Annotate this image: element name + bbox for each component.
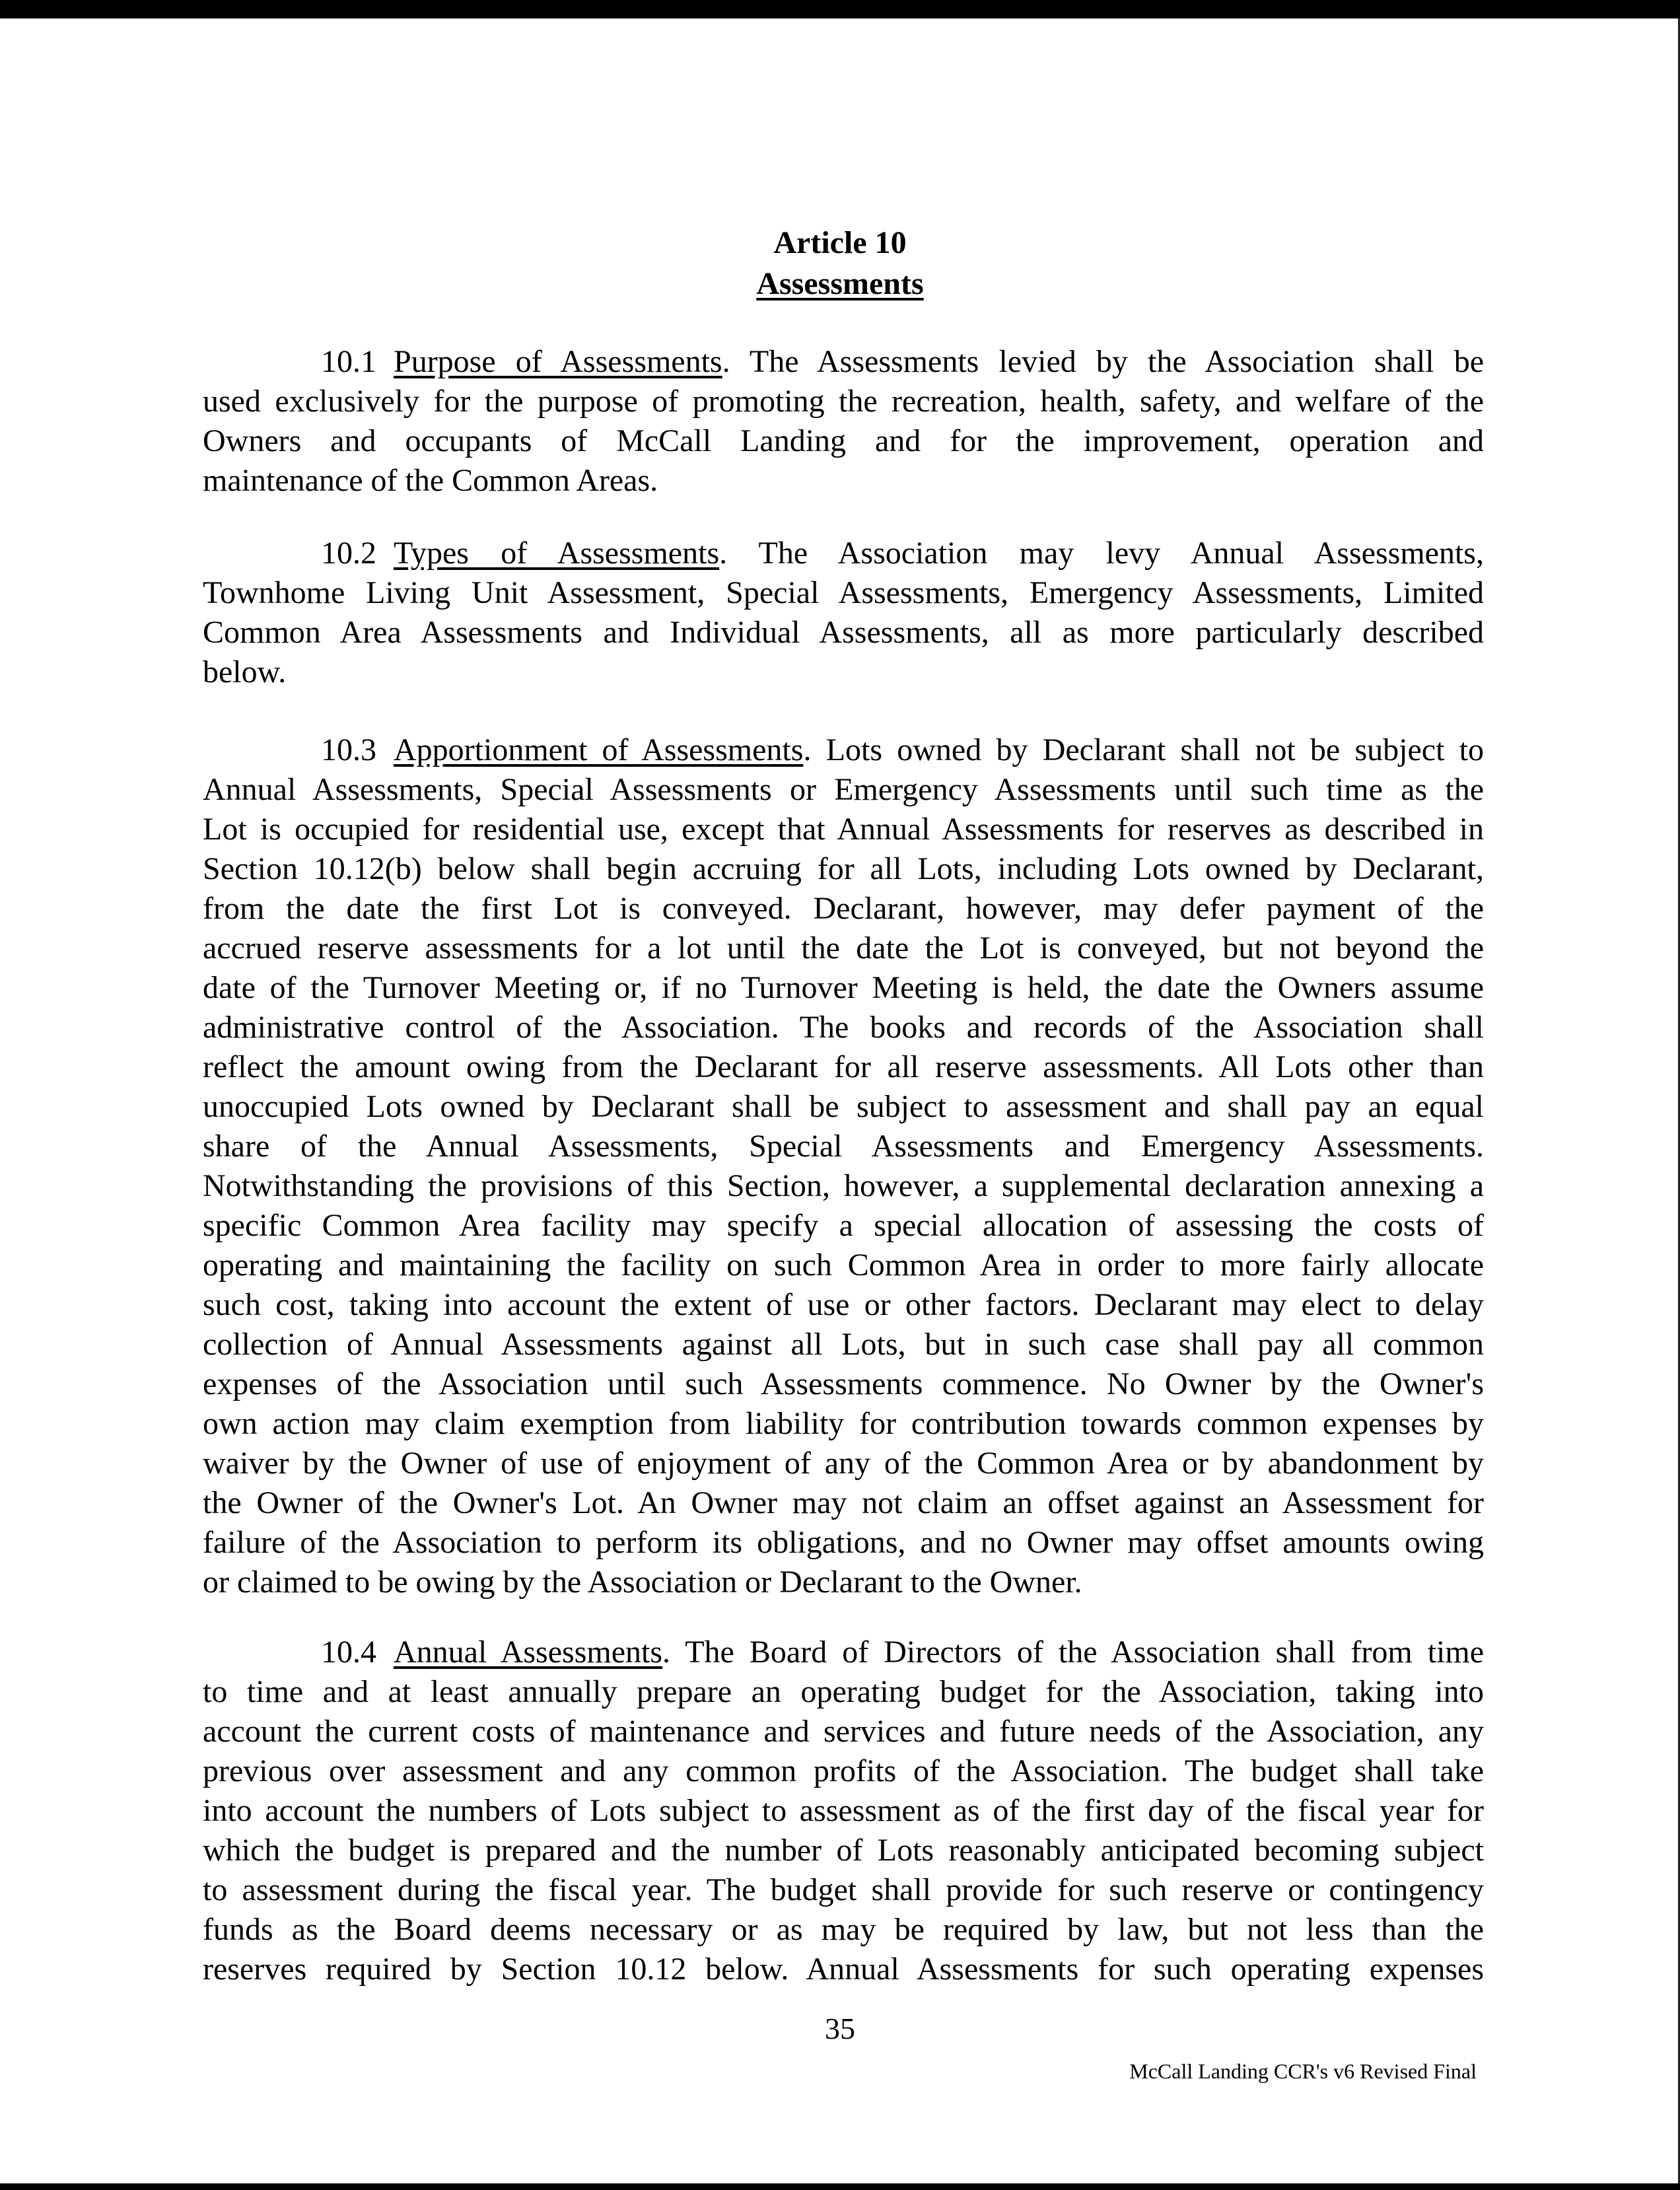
- paragraph-line: Townhome Living Unit Assessment, Special Assessments, Emergency Assessments, Limited: [203, 575, 1484, 610]
- paragraph-line: operating and maintaining the facility on such Common Area in order to more fairly allocate: [203, 1248, 1484, 1283]
- section-10-2: [203, 534, 1484, 692]
- paragraph-line: account the current costs of maintenance and services and future needs of the Association, any: [203, 1714, 1484, 1749]
- page-number: 35: [825, 2012, 855, 2045]
- paragraph-line: collection of Annual Assessments against all Lots, but in such case shall pay all common: [203, 1327, 1484, 1362]
- scan-border-top: [0, 0, 1680, 18]
- section-heading: Apportionment of Assessments: [394, 732, 804, 767]
- paragraph-line: Common Area Assessments and Individual Assessments, all as more particularly described: [203, 615, 1484, 650]
- paragraph-line: failure of the Association to perform its obligations, and no Owner may offset amounts owing: [203, 1525, 1484, 1560]
- paragraph-line: to time and at least annually prepare an operating budget for the Association, taking into: [203, 1674, 1484, 1709]
- paragraph-line: previous over assessment and any common profits of the Association. The budget shall take: [203, 1753, 1484, 1788]
- section-number: 10.3: [321, 732, 376, 767]
- section-text: . The Association may levy Annual Assessments,: [719, 536, 1484, 571]
- section-heading: Types of Assessments: [394, 536, 720, 571]
- section-text: . Lots owned by Declarant shall not be subject to: [803, 732, 1484, 767]
- paragraph-line: Annual Assessments, Special Assessments or Emergency Assessments until such time as the: [203, 772, 1484, 807]
- paragraph-line: funds as the Board deems necessary or as may be required by law, but not less than the: [203, 1912, 1484, 1947]
- section-number: 10.4: [321, 1635, 376, 1670]
- paragraph-line: [203, 1633, 1484, 1672]
- section-number: 10.1: [321, 344, 376, 379]
- paragraph-line: date of the Turnover Meeting or, if no Turnover Meeting is held, the date the Owners assume: [203, 970, 1484, 1005]
- paragraph-line: the Owner of the Owner's Lot. An Owner may not claim an offset against an Assessment for: [203, 1485, 1484, 1520]
- article-title: Article 10: [773, 225, 907, 260]
- paragraph-line: into account the numbers of Lots subject to assessment as of the first day of the fiscal year for: [203, 1793, 1484, 1828]
- paragraph-line: expenses of the Association until such Assessments commence. No Owner by the Owner's: [203, 1366, 1484, 1401]
- paragraph-line: or claimed to be owing by the Association or Declarant to the Owner.: [203, 1565, 1082, 1600]
- paragraph-line: unoccupied Lots owned by Declarant shall be subject to assessment and shall pay an equal: [203, 1089, 1484, 1124]
- section-heading: Purpose of Assessments: [394, 344, 722, 379]
- section-text: . The Assessments levied by the Association shall be: [722, 344, 1484, 379]
- paragraph-line: specific Common Area facility may specify a special allocation of assessing the costs of: [203, 1208, 1484, 1243]
- paragraph-line: own action may claim exemption from liability for contribution towards common expenses by: [203, 1406, 1484, 1441]
- paragraph-line: Owners and occupants of McCall Landing and for the improvement, operation and: [203, 423, 1484, 458]
- section-heading: Annual Assessments: [394, 1635, 663, 1670]
- footer-document-name: McCall Landing CCR's v6 Revised Final: [1129, 2059, 1477, 2083]
- paragraph-line: such cost, taking into account the extent of use or other factors. Declarant may elect to delay: [203, 1287, 1484, 1322]
- paragraph-line: Notwithstanding the provisions of this Section, however, a supplemental declaration annexing a: [203, 1168, 1484, 1203]
- paragraph-line: reflect the amount owing from the Declarant for all reserve assessments. All Lots other than: [203, 1049, 1484, 1084]
- section-number: 10.2: [321, 536, 376, 571]
- article-subtitle: Assessments: [756, 266, 924, 301]
- paragraph-line: accrued reserve assessments for a lot until the date the Lot is conveyed, but not beyond the: [203, 931, 1484, 966]
- paragraph-line: [203, 534, 1484, 573]
- paragraph-line: reserves required by Section 10.12 below. Annual Assessments for such operating expenses: [203, 1952, 1484, 1987]
- paragraph-line: which the budget is prepared and the number of Lots reasonably anticipated becoming subject: [203, 1833, 1484, 1868]
- section-text: . The Board of Directors of the Association shall from time: [662, 1635, 1485, 1670]
- paragraph-line: used exclusively for the purpose of promoting the recreation, health, safety, and welfare of the: [203, 384, 1484, 419]
- paragraph-line: [203, 342, 1484, 382]
- section-10-4: [203, 1633, 1484, 1989]
- paragraph-line: below.: [203, 654, 287, 689]
- paragraph-line: [203, 730, 1484, 770]
- paragraph-line: Section 10.12(b) below shall begin accruing for all Lots, including Lots owned by Declarant,: [203, 851, 1484, 886]
- paragraph-line: share of the Annual Assessments, Special Assessments and Emergency Assessments.: [203, 1129, 1484, 1164]
- paragraph-line: Lot is occupied for residential use, except that Annual Assessments for reserves as described in: [203, 812, 1484, 847]
- paragraph-line: waiver by the Owner of use of enjoyment of any of the Common Area or by abandonment by: [203, 1446, 1484, 1481]
- section-10-3: [203, 730, 1484, 1602]
- section-10-1: [203, 342, 1484, 501]
- paragraph-line: administrative control of the Association. The books and records of the Association shall: [203, 1010, 1484, 1045]
- paragraph-line: maintenance of the Common Areas.: [203, 463, 658, 498]
- paragraph-line: from the date the first Lot is conveyed. Declarant, however, may defer payment of the: [203, 891, 1484, 926]
- scan-border-bottom: [0, 2183, 1680, 2190]
- paragraph-line: to assessment during the fiscal year. The budget shall provide for such reserve or contingency: [203, 1872, 1484, 1907]
